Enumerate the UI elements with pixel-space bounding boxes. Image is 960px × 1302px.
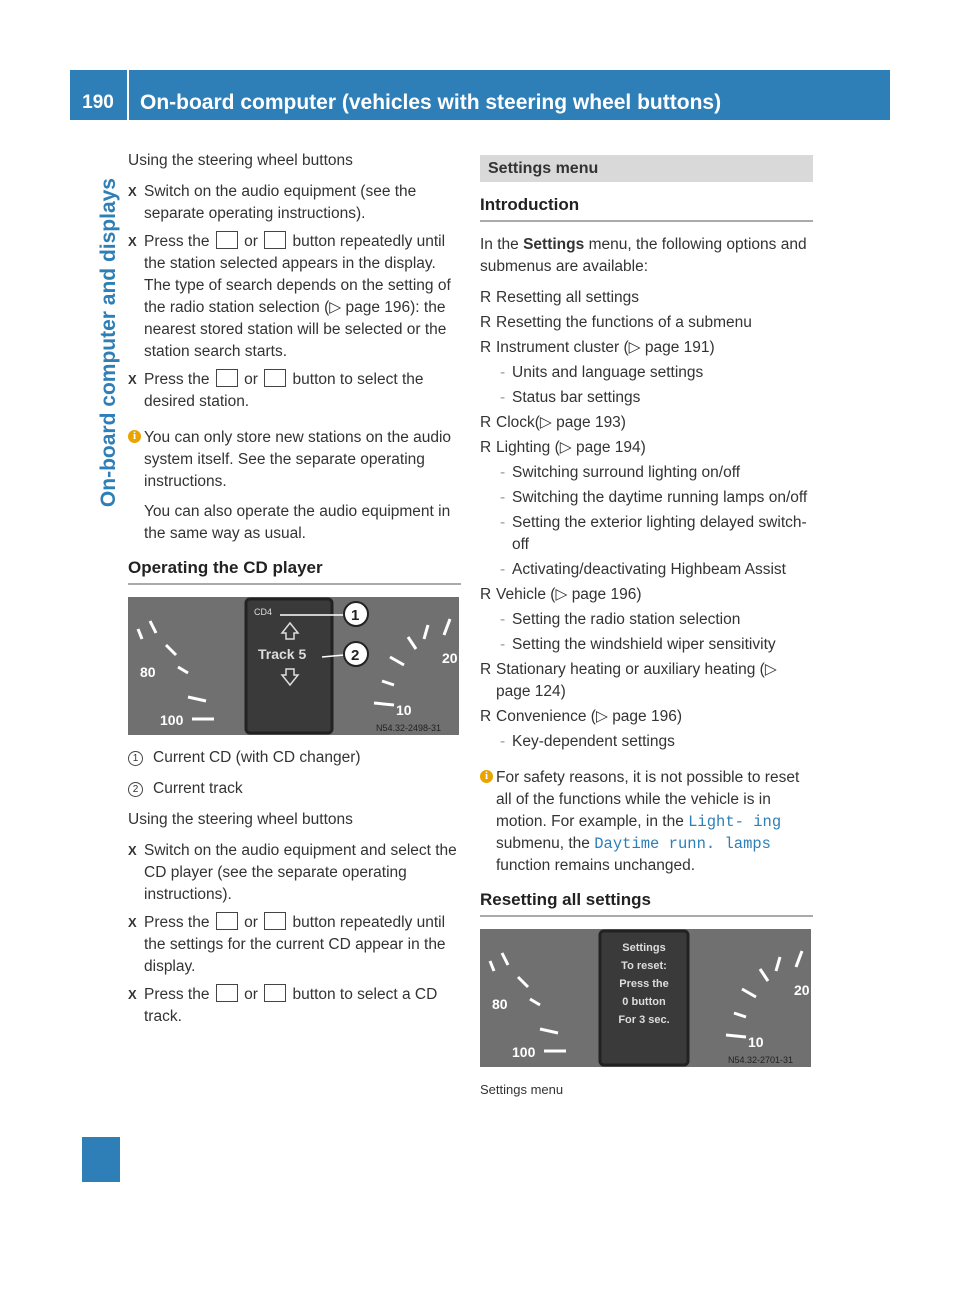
callout-2: 2	[351, 647, 360, 664]
list-item: R Stationary heating or auxiliary heating (▷ page 124)	[480, 661, 777, 700]
display-line: Settings	[622, 942, 666, 954]
menu-back-button-icon	[216, 231, 238, 249]
info-note: i You can only store new stations on the audio system itself. See the separate operating instructions.	[128, 427, 461, 493]
settings-display-photo	[480, 929, 811, 1067]
list-item: R Resetting the functions of a submenu	[480, 314, 752, 331]
list-item: R Vehicle (▷ page 196)	[480, 586, 642, 603]
display-cd-label: CD4	[254, 607, 273, 617]
step: X Press the or button repeatedly until the settings for the current CD appear in the display.	[128, 914, 446, 975]
step: X Press the or button repeatedly until the station selected appears in the display. The type of search depends on the setting of the radio station selection (▷ page 196): the nearest stored station will be selected or the station search starts.	[128, 233, 451, 360]
gauge-10-label: 10	[396, 702, 412, 718]
list-item: R Convenience (▷ page 196)	[480, 708, 682, 725]
sub-item: - Setting the radio station selection	[500, 611, 741, 628]
legend-item: 1 Current CD (with CD changer)	[128, 747, 461, 769]
menu-forward-button-icon	[264, 231, 286, 249]
header-title: On-board computer (vehicles with steering wheel buttons)	[140, 91, 722, 114]
sub-item: - Setting the exterior lighting delayed switch-off	[500, 514, 807, 553]
section-heading: Operating the CD player	[128, 557, 461, 585]
photo-id-label: N54.32-2498-31	[376, 723, 442, 733]
display-line: For 3 sec.	[618, 1014, 670, 1026]
display-line: Press the	[619, 978, 669, 990]
sub-item: - Units and language settings	[500, 364, 704, 381]
header-divider	[127, 70, 129, 120]
sub-item: - Status bar settings	[500, 389, 641, 406]
step: X Press the or button to select a CD track.	[128, 986, 438, 1025]
gauge-100-label: 100	[160, 712, 184, 728]
gauge-20-label: 20	[794, 982, 810, 998]
gauge-20-label: 20	[442, 650, 458, 666]
sub-item: - Activating/deactivating Highbeam Assist	[500, 561, 786, 578]
info-icon: i	[128, 430, 141, 443]
info-icon: i	[480, 770, 493, 783]
up-button-icon	[216, 984, 238, 1002]
heading-resetting: Resetting all settings	[480, 889, 813, 917]
display-line: To reset:	[621, 960, 667, 972]
info-note: i For safety reasons, it is not possible to reset all of the functions while the vehicle is in motion. For example, in the Light‐ ing submenu, the Daytime runn. lamps function remains unchanged.	[480, 767, 813, 877]
display-line: 0 button	[622, 996, 666, 1008]
list-item: R Lighting (▷ page 194)	[480, 439, 646, 456]
page-header	[70, 70, 890, 120]
intro-text: Using the steering wheel buttons	[128, 152, 353, 169]
left-column	[128, 150, 461, 1034]
sub-item: - Key-dependent settings	[500, 733, 675, 750]
intro-paragraph: In the Settings menu, the following options and submenus are available:	[480, 236, 807, 275]
menu-back-button-icon	[216, 912, 238, 930]
up-button-icon	[216, 369, 238, 387]
page-number: 190	[82, 92, 114, 113]
down-button-icon	[264, 984, 286, 1002]
step: X Press the or button to select the desired station.	[128, 371, 424, 410]
gauge-80-label: 80	[140, 664, 156, 680]
side-tab-label: On-board computer and displays	[97, 178, 120, 508]
step: X Switch on the audio equipment (see the separate operating instructions).	[128, 183, 417, 222]
sub-item: - Switching the daytime running lamps on/off	[500, 489, 808, 506]
sub-item: - Setting the windshield wiper sensitivity	[500, 636, 776, 653]
gauge-100-label: 100	[512, 1044, 536, 1060]
menu-forward-button-icon	[264, 912, 286, 930]
display-track-label: Track 5	[258, 646, 307, 662]
photo-id-label: N54.32-2701-31	[728, 1055, 794, 1065]
step: X Switch on the audio equipment and select the CD player (see the separate operating instructions).	[128, 842, 457, 903]
side-tab-marker	[82, 1137, 120, 1182]
heading-introduction: Introduction	[480, 194, 813, 222]
down-button-icon	[264, 369, 286, 387]
gauge-10-label: 10	[748, 1034, 764, 1050]
note-text: You can also operate the audio equipment in the same way as usual.	[144, 503, 451, 542]
section-bar: Settings menu	[480, 155, 813, 182]
cd-display-photo	[128, 597, 459, 735]
list-item: R Clock(▷ page 193)	[480, 414, 626, 431]
list-item: R Instrument cluster (▷ page 191)	[480, 339, 715, 356]
gauge-80-label: 80	[492, 996, 508, 1012]
figure-caption: Settings menu	[480, 1082, 564, 1097]
list-item: R Resetting all settings	[480, 289, 640, 306]
legend-item: 2 Current track	[128, 778, 461, 800]
sub-item: - Switching surround lighting on/off	[500, 464, 741, 481]
intro-text: Using the steering wheel buttons	[128, 811, 353, 828]
right-column	[480, 155, 813, 1101]
side-tab	[70, 120, 120, 1182]
callout-1: 1	[351, 607, 360, 624]
